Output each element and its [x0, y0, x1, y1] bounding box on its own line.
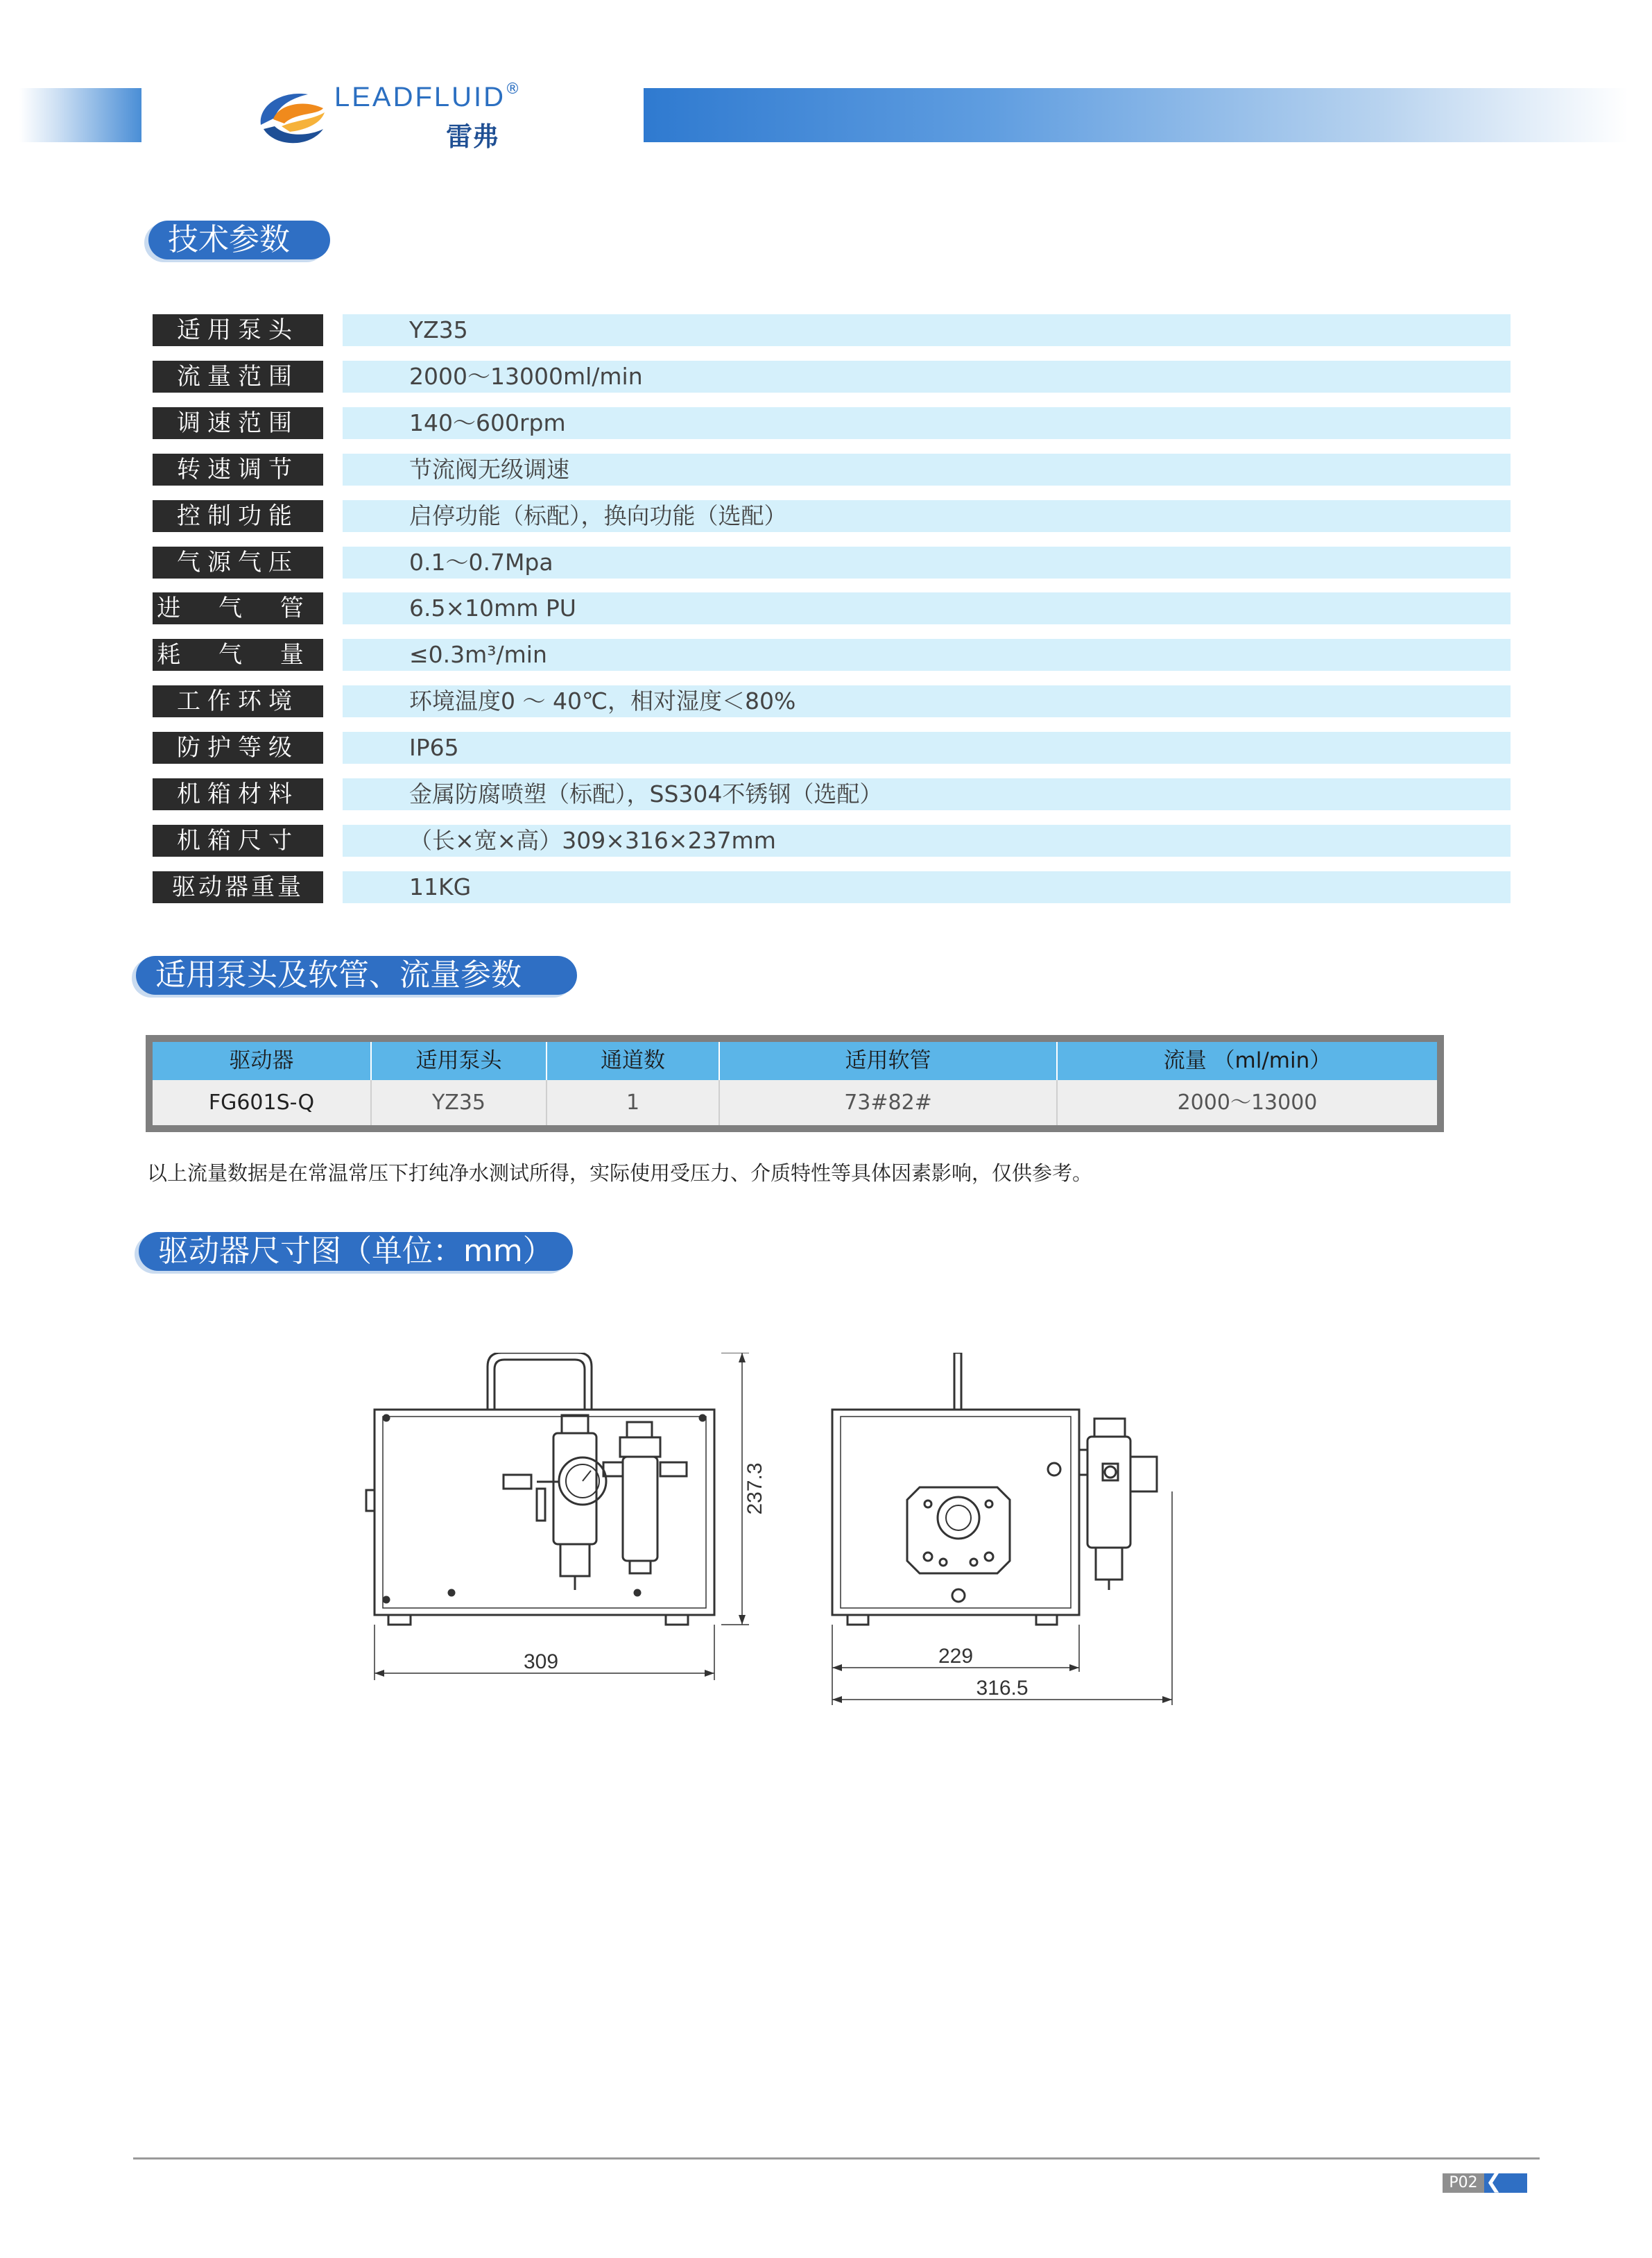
dim-label-height: 237.3 — [743, 1462, 766, 1515]
spec-label: 适用泵头 — [153, 314, 323, 346]
spec-label: 防护等级 — [153, 732, 323, 764]
spec-value: 2000～13000ml/min — [343, 361, 1511, 393]
brand-logo-icon — [254, 85, 330, 151]
spec-value: 11KG — [343, 871, 1511, 903]
flow-cell-driver: FG601S-Q — [153, 1080, 372, 1125]
section-title-specs: 技术参数 — [148, 221, 330, 259]
spec-value: IP65 — [343, 732, 1511, 764]
flow-cell-channels: 1 — [547, 1080, 720, 1125]
dim-label-side-inner-width: 229 — [938, 1645, 974, 1668]
spec-label: 工作环境 — [153, 685, 323, 717]
brand-name-en: LEADFLUID — [334, 82, 506, 112]
flow-header-driver: 驱动器 — [153, 1042, 372, 1080]
section-title-dimensions: 驱动器尺寸图（单位：mm） — [139, 1232, 573, 1271]
section-title-flow: 适用泵头及软管、流量参数 — [136, 956, 577, 995]
spec-label: 耗 气 量 — [153, 639, 323, 671]
spec-label: 气源气压 — [153, 547, 323, 579]
spec-value: 启停功能（标配），换向功能（选配） — [343, 500, 1511, 532]
flow-cell-pumphead: YZ35 — [372, 1080, 547, 1125]
spec-label: 调速范围 — [153, 407, 323, 439]
flow-header-flowrate: 流量 （ml/min） — [1058, 1042, 1437, 1080]
spec-value: 节流阀无级调速 — [343, 454, 1511, 486]
dimension-drawing — [347, 1353, 1248, 1727]
spec-label: 驱动器重量 — [153, 871, 323, 903]
flow-header-pumphead: 适用泵头 — [372, 1042, 547, 1080]
spec-value: （长×宽×高）309×316×237mm — [343, 825, 1511, 857]
flow-cell-flowrate: 2000～13000 — [1058, 1080, 1437, 1125]
spec-label: 机箱尺寸 — [153, 825, 323, 857]
spec-value: ≤0.3m³/min — [343, 639, 1511, 671]
flow-note: 以上流量数据是在常温常压下打纯净水测试所得，实际使用受压力、介质特性等具体因素影响，仅供参考。 — [147, 1161, 1093, 1185]
spec-value: 金属防腐喷塑（标配），SS304不锈钢（选配） — [343, 778, 1511, 810]
spec-label: 流量范围 — [153, 361, 323, 393]
flow-cell-tubing: 73#82# — [720, 1080, 1058, 1125]
flow-table — [153, 1042, 1437, 1125]
header-left-gradient-bar — [19, 88, 141, 142]
header-right-gradient-bar — [644, 88, 1628, 142]
spec-value: 140～600rpm — [343, 407, 1511, 439]
spec-label: 转速调节 — [153, 454, 323, 486]
spec-value: 环境温度0 ～ 40℃，相对湿度＜80% — [343, 685, 1511, 717]
spec-label: 进 气 管 — [153, 592, 323, 624]
spec-value: 0.1～0.7Mpa — [343, 547, 1511, 579]
page-number: P02 — [1443, 2173, 1484, 2193]
spec-label: 机箱材料 — [153, 778, 323, 810]
side-view-drawing — [832, 1353, 1172, 1705]
brand-name-cn: 雷弗 — [446, 121, 499, 152]
spec-value: 6.5×10mm PU — [343, 592, 1511, 624]
registered-mark: ® — [505, 80, 520, 98]
flow-header-tubing: 适用软管 — [720, 1042, 1058, 1080]
footer-divider — [133, 2157, 1540, 2159]
dim-label-front-width: 309 — [523, 1650, 559, 1673]
chevron-left-icon: ❮ — [1486, 2170, 1502, 2193]
spec-value: YZ35 — [343, 314, 1511, 346]
flow-header-channels: 通道数 — [547, 1042, 720, 1080]
dim-label-side-total-width: 316.5 — [976, 1677, 1029, 1700]
front-view-drawing — [366, 1353, 749, 1680]
spec-label: 控制功能 — [153, 500, 323, 532]
